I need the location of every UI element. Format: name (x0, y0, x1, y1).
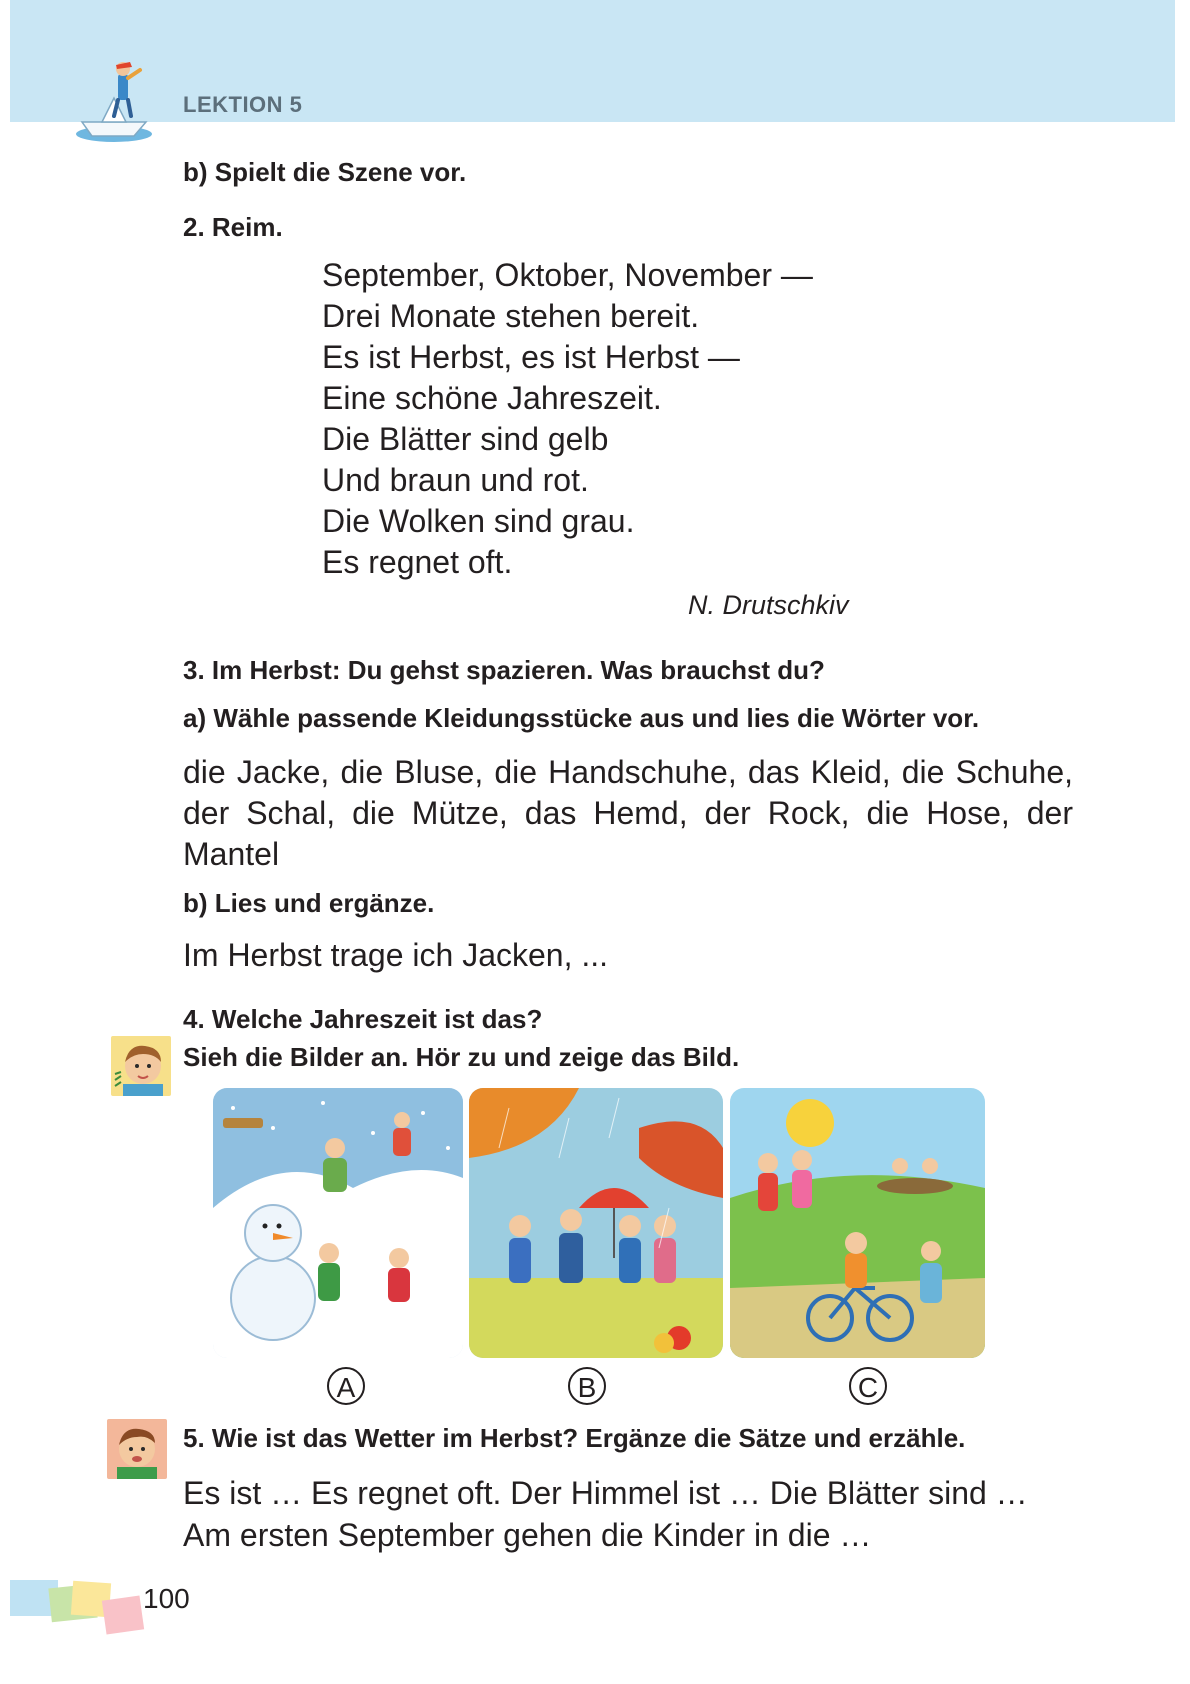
task-b-heading: b) Spielt die Szene vor. (183, 157, 467, 187)
task5-heading: 5. Wie ist das Wetter im Herbst? Ergänze die Sätze und erzähle. (183, 1423, 966, 1453)
autumn-scene-picture[interactable] (469, 1088, 723, 1358)
page-number: 100 (143, 1583, 190, 1614)
poem-author: N. Drutschkiv (688, 590, 849, 620)
task3b-heading: b) Lies und ergänze. (183, 888, 435, 918)
paper-boat-logo-icon (74, 56, 174, 146)
poem-line: Die Wolken sind grau. (322, 503, 635, 539)
listening-child-icon (111, 1036, 171, 1096)
poem-line: Es ist Herbst, es ist Herbst — (322, 339, 740, 375)
poem-line: Eine schöne Jahreszeit. (322, 380, 662, 416)
poem-line: Es regnet oft. (322, 544, 513, 580)
corner-decoration (10, 1578, 150, 1638)
picture-label-a: A (327, 1367, 365, 1405)
poem-line: Die Blätter sind gelb (322, 421, 609, 457)
poem-line: September, Oktober, November — (322, 257, 813, 293)
reim-heading: 2. Reim. (183, 212, 283, 242)
poem-line: Und braun und rot. (322, 462, 589, 498)
poem (322, 255, 813, 583)
task4-heading: 4. Welche Jahreszeit ist das? (183, 1004, 543, 1034)
task5-line-1: Es ist … Es regnet oft. Der Himmel ist … Die Blätter sind … (183, 1475, 1028, 1511)
summer-scene-picture[interactable] (730, 1088, 985, 1358)
picture-label-b: B (568, 1367, 606, 1405)
lesson-label: LEKTION 5 (183, 92, 303, 117)
task4-instruction: Sieh die Bilder an. Hör zu und zeige das Bild. (183, 1042, 740, 1072)
picture-label-c: C (849, 1367, 887, 1405)
clothing-words: die Jacke, die Bluse, die Handschuhe, das Kleid, die Schuhe, der Schal, die Mütze, das Hemd, der Rock, die Hose, der Mantel (183, 754, 1073, 872)
task3a-heading: a) Wähle passende Kleidungsstücke aus und lies die Wörter vor. (183, 703, 980, 733)
task5-line-2: Am ersten September gehen die Kinder in die … (183, 1517, 872, 1553)
task3-heading: 3. Im Herbst: Du gehst spazieren. Was brauchst du? (183, 655, 825, 685)
winter-scene-picture[interactable] (213, 1088, 463, 1358)
speaking-child-icon (107, 1419, 167, 1479)
task3b-text: Im Herbst trage ich Jacken, ... (183, 937, 609, 973)
poem-line: Drei Monate stehen bereit. (322, 298, 700, 334)
